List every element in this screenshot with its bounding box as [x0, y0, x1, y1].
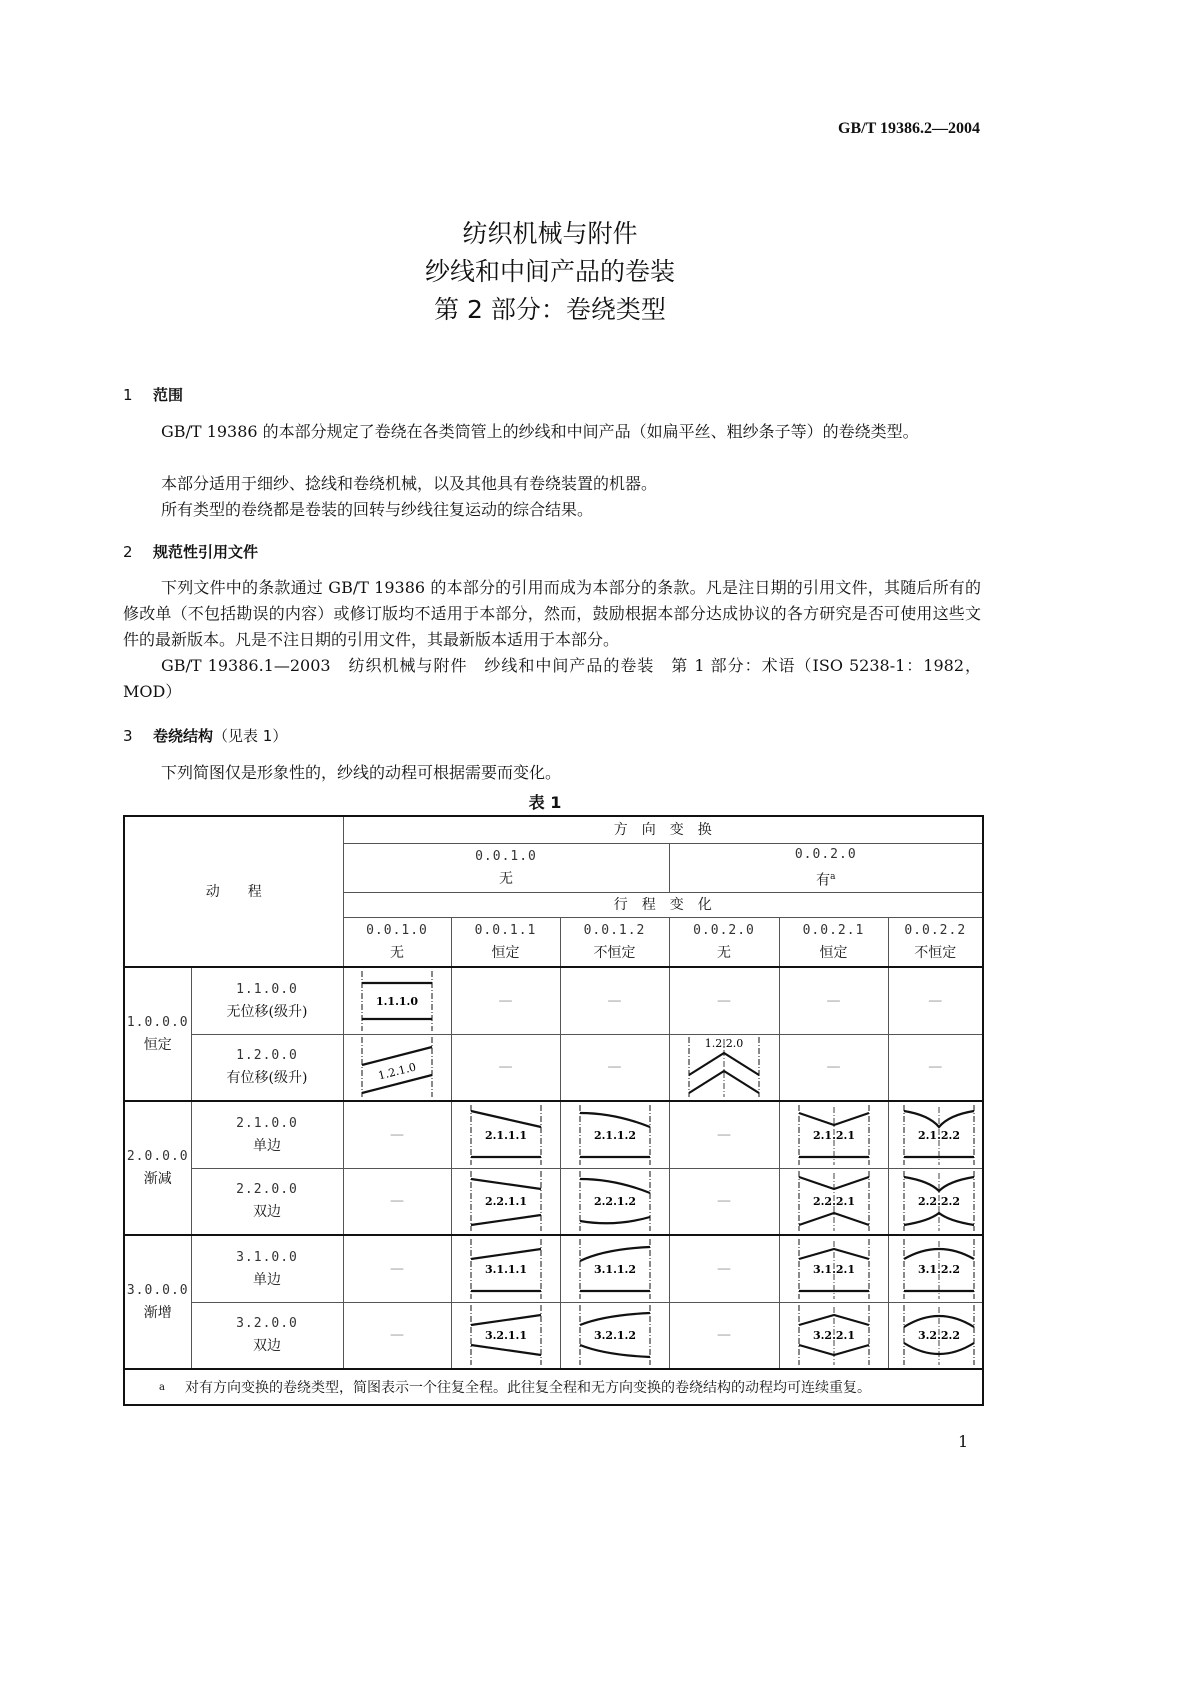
table-row [124, 1034, 983, 1101]
row-header [191, 1235, 343, 1302]
label: 不恒定 [914, 944, 957, 961]
diagram-label: 3.2.2.1 [812, 1329, 855, 1343]
code: 2.1.0.0 [236, 1115, 298, 1131]
dash: — [717, 1327, 731, 1344]
diagram-label: 1.2.2.0 [704, 1037, 744, 1051]
empty-cell [669, 1302, 779, 1369]
winding-diagram [456, 1103, 556, 1167]
empty-cell [451, 967, 560, 1034]
section-number: 1 [123, 386, 133, 404]
top-yarn-line [471, 1249, 541, 1259]
top-yarn-line [362, 1047, 432, 1065]
diagram-cell [888, 1101, 983, 1168]
code: 0.0.2.0 [693, 922, 755, 938]
winding-diagram [784, 1303, 884, 1367]
section-title: 规范性引用文件 [153, 543, 259, 561]
code: 1.2.0.0 [236, 1048, 298, 1064]
code: 0.0.2.1 [802, 922, 865, 938]
column-header [343, 917, 451, 967]
group-header [124, 1101, 191, 1235]
column-header [779, 917, 888, 967]
diagram-label: 2.2.2.2 [917, 1195, 960, 1209]
code: 0.0.1.2 [583, 922, 646, 938]
diagram-cell [451, 1168, 560, 1235]
dash: — [928, 1059, 943, 1076]
dash: — [390, 1260, 404, 1277]
top-yarn-line [471, 1111, 541, 1127]
dash: — [717, 992, 731, 1009]
column-header [560, 917, 669, 967]
winding-diagram [456, 1169, 556, 1233]
label: 恒定 [819, 944, 848, 961]
diagram-cell [888, 1302, 983, 1369]
top-yarn-line [580, 1179, 650, 1193]
diagram-label: 2.1.1.1 [484, 1128, 527, 1142]
paragraph: 下列简图仅是形象性的，纱线的动程可根据需要而变化。 [161, 763, 562, 782]
label: 双边 [253, 1338, 281, 1355]
diagram-cell [779, 1168, 888, 1235]
winding-diagram [347, 1035, 447, 1099]
winding-diagram [565, 1169, 665, 1233]
code: 0.0.1.0 [475, 848, 537, 864]
code: 0.0.2.0 [794, 846, 857, 862]
footnote-row [124, 1369, 983, 1405]
empty-cell [669, 1101, 779, 1168]
direction-change-header: 方 向 变 换 [343, 816, 983, 843]
code: 3.2.0.0 [236, 1316, 298, 1332]
label: 有位移(级升) [226, 1070, 308, 1087]
diagram-cell [343, 1034, 451, 1101]
empty-cell [888, 1034, 983, 1101]
code: 1.0.0.0 [126, 1015, 189, 1030]
dir-group-none [343, 843, 669, 892]
section-number: 3 [123, 727, 133, 745]
diagram-cell [779, 1101, 888, 1168]
diagram-cell [451, 1235, 560, 1302]
top-yarn-line [471, 1315, 541, 1325]
dash: — [390, 1193, 404, 1210]
diagram-cell [779, 1235, 888, 1302]
diagram-cell [779, 1302, 888, 1369]
diagram-label: 3.2.1.2 [593, 1329, 636, 1343]
dash: — [826, 992, 841, 1009]
table-row [124, 1168, 983, 1235]
stroke-header: 动 程 [124, 816, 343, 967]
diagram-label: 2.1.2.1 [812, 1128, 855, 1142]
standard-number: GB/T 19386.2—2004 [838, 120, 980, 137]
title-line-3: 第 2 部分：卷绕类型 [434, 295, 666, 324]
travel-change-header: 行 程 变 化 [343, 892, 983, 917]
label: 单边 [253, 1137, 281, 1154]
diagram-label: 3.2.2.2 [917, 1329, 960, 1343]
diagram-cell [343, 967, 451, 1034]
paragraph: 所有类型的卷绕都是卷装的回转与纱线往复运动的综合结果。 [161, 500, 594, 519]
footnote-text: 对有方向变换的卷绕类型，简图表示一个往复全程。此往复全程和无方向变换的卷绕结构的动程均可连续重复。 [185, 1380, 871, 1396]
diagram-label: 2.2.2.1 [812, 1195, 855, 1209]
diagram-cell [560, 1235, 669, 1302]
empty-cell [669, 1168, 779, 1235]
page-number: 1 [958, 1432, 969, 1451]
label: 渐增 [143, 1305, 172, 1321]
empty-cell [560, 1034, 669, 1101]
winding-diagram [889, 1169, 989, 1233]
diagram-label: 1.2.1.0 [376, 1060, 418, 1083]
winding-diagram [889, 1303, 989, 1367]
empty-cell [343, 1235, 451, 1302]
bottom-yarn-line [471, 1345, 541, 1355]
group-header [124, 967, 191, 1101]
bottom-yarn-line [580, 1217, 650, 1223]
row-header [191, 967, 343, 1034]
diagram-label: 2.2.1.1 [484, 1195, 527, 1209]
footnote-ref: a [830, 871, 836, 882]
diagram-label: 3.2.1.1 [484, 1329, 527, 1343]
paragraph: 下列文件中的条款通过 GB/T 19386 的本部分的引用而成为本部分的条款。凡是注日期的引用文件，其随后所有的修改单（不包括勘误的内容）或修订版均不适用于本部分，然而，鼓励根据本部分达成协议的各方研究是否可使用这些文件的最新版本。凡是不注日期的引用文件，其最新版本适用于本部分。 [123, 578, 981, 649]
diagram-cell [560, 1101, 669, 1168]
winding-diagram [456, 1303, 556, 1367]
winding-diagram [456, 1237, 556, 1301]
footnote [124, 1369, 983, 1405]
diagram-cell [669, 1034, 779, 1101]
section-title-suffix: （见表 1） [213, 727, 288, 745]
code: 2.2.0.0 [236, 1182, 298, 1198]
bottom-yarn-line [580, 1345, 650, 1357]
diagram-cell [451, 1101, 560, 1168]
label: 无 [499, 870, 513, 887]
column-header [669, 917, 779, 967]
diagram-cell [888, 1168, 983, 1235]
empty-cell [888, 967, 983, 1034]
empty-cell [451, 1034, 560, 1101]
empty-cell [779, 1034, 888, 1101]
diagram-label: 3.1.2.1 [812, 1262, 855, 1276]
top-yarn-line [580, 1247, 650, 1261]
diagram-label: 2.1.2.2 [917, 1128, 960, 1142]
winding-diagram [565, 1103, 665, 1167]
dash: — [390, 1327, 404, 1344]
empty-cell [343, 1168, 451, 1235]
label: 恒定 [143, 1037, 172, 1053]
section-3-heading [123, 725, 287, 746]
label: 不恒定 [593, 944, 636, 961]
label: 恒定 [491, 944, 520, 961]
section-title: 卷绕结构 [153, 727, 214, 745]
table-caption: 表 1 [528, 793, 562, 812]
paragraph: 本部分适用于细纱、捻线和卷绕机械，以及其他具有卷绕装置的机器。 [161, 474, 658, 493]
title-line-1: 纺织机械与附件 [462, 219, 638, 248]
section-2-heading [123, 541, 258, 562]
table-row [124, 967, 983, 1034]
dash: — [498, 1059, 513, 1076]
empty-cell [669, 967, 779, 1034]
winding-types-table [123, 815, 984, 1406]
empty-cell [669, 1235, 779, 1302]
paragraph: GB/T 19386 的本部分规定了卷绕在各类筒管上的纱线和中间产品（如扁平丝、粗纱条子等）的卷绕类型。 [161, 422, 919, 441]
winding-diagram [565, 1303, 665, 1367]
diagram-label: 2.2.1.2 [593, 1195, 636, 1209]
dash: — [717, 1193, 731, 1210]
code: 3.1.0.0 [236, 1249, 298, 1265]
section-title: 范围 [153, 386, 184, 404]
empty-cell [343, 1302, 451, 1369]
diagram-label: 3.1.2.2 [917, 1262, 960, 1276]
dir-group-yes [669, 843, 983, 892]
row-header [191, 1168, 343, 1235]
dash: — [928, 992, 943, 1009]
paragraph: GB/T 19386.1—2003 纺织机械与附件 纱线和中间产品的卷装 第 1 部分：术语（ISO 5238-1：1982，MOD） [123, 656, 981, 701]
table-row [124, 1302, 983, 1369]
column-header [451, 917, 560, 967]
top-yarn-line [580, 1313, 650, 1325]
winding-diagram [784, 1103, 884, 1167]
diagram-label: 2.1.1.2 [593, 1128, 636, 1142]
row-header [191, 1034, 343, 1101]
winding-diagram [889, 1103, 989, 1167]
winding-diagram [674, 1035, 774, 1099]
winding-diagram [784, 1169, 884, 1233]
bottom-yarn-line [471, 1215, 541, 1225]
label: 单边 [253, 1271, 281, 1288]
winding-diagram [784, 1237, 884, 1301]
column-header [888, 917, 983, 967]
table-row [124, 1235, 983, 1302]
dash: — [607, 992, 622, 1009]
label: 有 [816, 872, 831, 889]
footnote-mark: a [159, 1382, 165, 1393]
diagram-label: 3.1.1.1 [484, 1262, 527, 1276]
diagram-cell [888, 1235, 983, 1302]
label: 无位移(级升) [226, 1003, 308, 1020]
dash: — [826, 1059, 841, 1076]
winding-diagram [347, 969, 447, 1033]
label: 无 [390, 944, 404, 961]
group-header [124, 1235, 191, 1369]
label: 双边 [253, 1204, 281, 1221]
row-header [191, 1302, 343, 1369]
winding-diagram [565, 1237, 665, 1301]
title-line-2: 纱线和中间产品的卷装 [424, 257, 675, 286]
code: 0.0.2.2 [904, 922, 967, 938]
top-yarn-line [471, 1179, 541, 1189]
top-yarn-line [580, 1113, 650, 1127]
dash: — [498, 992, 513, 1009]
diagram-label: 1.1.1.0 [375, 994, 419, 1008]
label: 渐减 [143, 1171, 172, 1187]
dash: — [717, 1126, 731, 1143]
row-header [191, 1101, 343, 1168]
diagram-cell [451, 1302, 560, 1369]
winding-diagram [889, 1237, 989, 1301]
diagram-cell [560, 1302, 669, 1369]
dash: — [390, 1126, 404, 1143]
diagram-cell [560, 1168, 669, 1235]
empty-cell [560, 967, 669, 1034]
code: 0.0.1.1 [474, 922, 537, 938]
code: 1.1.0.0 [236, 981, 298, 997]
dash: — [607, 1059, 622, 1076]
empty-cell [779, 967, 888, 1034]
label: 无 [717, 944, 731, 961]
section-1-heading [123, 384, 183, 405]
code: 0.0.1.0 [366, 922, 428, 938]
code: 2.0.0.0 [126, 1149, 189, 1164]
diagram-label: 3.1.1.2 [593, 1262, 636, 1276]
table-row [124, 1101, 983, 1168]
dash: — [717, 1260, 731, 1277]
empty-cell [343, 1101, 451, 1168]
section-number: 2 [123, 543, 133, 561]
code: 3.0.0.0 [126, 1283, 189, 1298]
